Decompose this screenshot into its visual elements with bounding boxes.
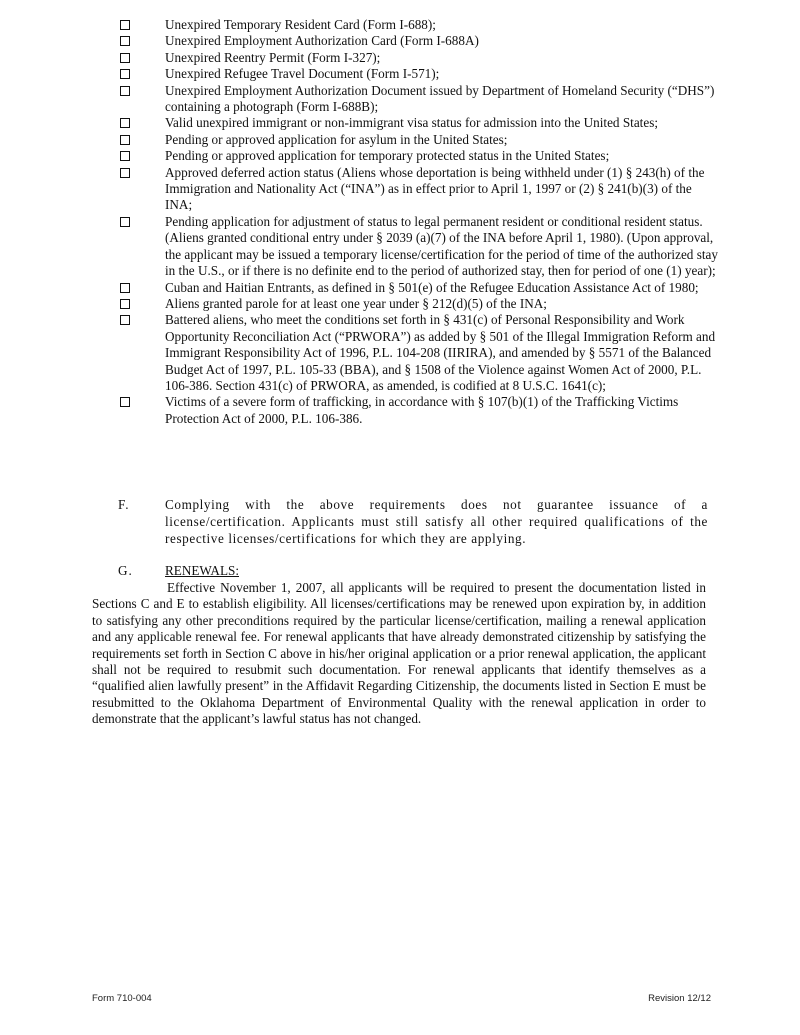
checklist-item: Unexpired Refugee Travel Document (Form I-571); — [118, 66, 718, 82]
checklist-item: Aliens granted parole for at least one year under § 212(d)(5) of the INA; — [118, 296, 718, 312]
checkbox-icon[interactable] — [120, 36, 130, 46]
checklist-item: Unexpired Employment Authorization Card (Form I-688A) — [118, 33, 718, 49]
checklist-item: Unexpired Reentry Permit (Form I-327); — [118, 50, 718, 66]
section-letter: G. — [118, 563, 133, 578]
checkbox-icon[interactable] — [120, 86, 130, 96]
checkbox-icon[interactable] — [120, 53, 130, 63]
checkbox-icon[interactable] — [120, 20, 130, 30]
section-f — [118, 497, 708, 547]
checklist-item: Unexpired Employment Authorization Document issued by Department of Homeland Security (“DHS”) containing a photograph (Form I-688B); — [118, 83, 718, 116]
checklist-item: Pending or approved application for asylum in the United States; — [118, 132, 718, 148]
checkbox-icon[interactable] — [120, 217, 130, 227]
footer-revision: Revision 12/12 — [648, 993, 711, 1004]
document-checklist — [118, 17, 718, 427]
checklist-item: Unexpired Temporary Resident Card (Form I-688); — [118, 17, 718, 33]
checkbox-icon[interactable] — [120, 151, 130, 161]
section-g-text: Effective November 1, 2007, all applicants will be required to present the documentation listed in Sections C and E to establish eligibility. All licenses/certifications may be renewed upon expiration by, in addition to satisfying any other preconditions required by the particular license/certification, mailing a renewal application and any applicable renewal fee. For renewal applicants that have already demonstrated citizenship by satisfying the requirements set forth in Section C above in his/her original application or a prior renewal application, the applicant shall not be required to resubmit such documentation. For renewal applicants that identify themselves as a “qualified alien lawfully present” in the Affidavit Regarding Citizenship, the documents listed in Section E must be resubmitted to the Oklahoma Department of Environmental Quality with the renewal application in order to demonstrate that the applicant’s lawful status has not changed. — [92, 580, 706, 727]
checkbox-icon[interactable] — [120, 283, 130, 293]
checkbox-icon[interactable] — [120, 315, 130, 325]
section-f-text: Complying with the above requirements does not guarantee issuance of a license/certification. Applicants must still satisfy all other required qualifications of the respective licenses/certifications for which they are applying. — [165, 497, 708, 546]
checklist-item: Battered aliens, who meet the conditions set forth in § 431(c) of Personal Responsibility and Work Opportunity Reconciliation Act (“PRWORA”) as added by § 501 of the Illegal Immigration Reform and Immigrant Responsibility Act of 1996, P.L. 104-208 (IIRIRA), and amended by § 5571 of the Balanced Budget Act of 1997, P.L. 105-33 (BBA), and § 1508 of the Violence against Women Act of 2000, P.L. 106-386. Section 431(c) of PRWORA, as amended, is codified at 8 U.S.C. 1641(c); — [118, 312, 718, 394]
checkbox-icon[interactable] — [120, 69, 130, 79]
footer-form-number: Form 710-004 — [92, 993, 152, 1004]
checkbox-icon[interactable] — [120, 118, 130, 128]
section-g — [118, 563, 708, 580]
checkbox-icon[interactable] — [120, 168, 130, 178]
checklist-item: Pending application for adjustment of status to legal permanent resident or conditional resident status. (Aliens granted conditional entry under § 2039 (a)(7) of the INA before April 1, 1980). (Upon approval, the applicant may be issued a temporary license/certification for the period of time of the authorized stay in the U.S., or if there is no definite end to the period of authorized stay, then for period of one (1) year); — [118, 214, 718, 280]
checkbox-icon[interactable] — [120, 299, 130, 309]
section-g-heading: RENEWALS: — [165, 563, 239, 578]
checklist-item: Cuban and Haitian Entrants, as defined in § 501(e) of the Refugee Education Assistance Act of 1980; — [118, 280, 718, 296]
checkbox-icon[interactable] — [120, 397, 130, 407]
checklist-item: Valid unexpired immigrant or non-immigrant visa status for admission into the United States; — [118, 115, 718, 131]
section-letter: F. — [118, 497, 130, 512]
checklist-item: Approved deferred action status (Aliens whose deportation is being withheld under (1) § 243(h) of the Immigration and Nationality Act (“INA”) as in effect prior to April 1, 1997 or (2) § 241(b)(3) of the INA; — [118, 165, 718, 214]
checkbox-icon[interactable] — [120, 135, 130, 145]
checklist-item: Victims of a severe form of trafficking, in accordance with § 107(b)(1) of the Trafficking Victims Protection Act of 2000, P.L. 106-386. — [118, 394, 718, 427]
checklist-item: Pending or approved application for temporary protected status in the United States; — [118, 148, 718, 164]
